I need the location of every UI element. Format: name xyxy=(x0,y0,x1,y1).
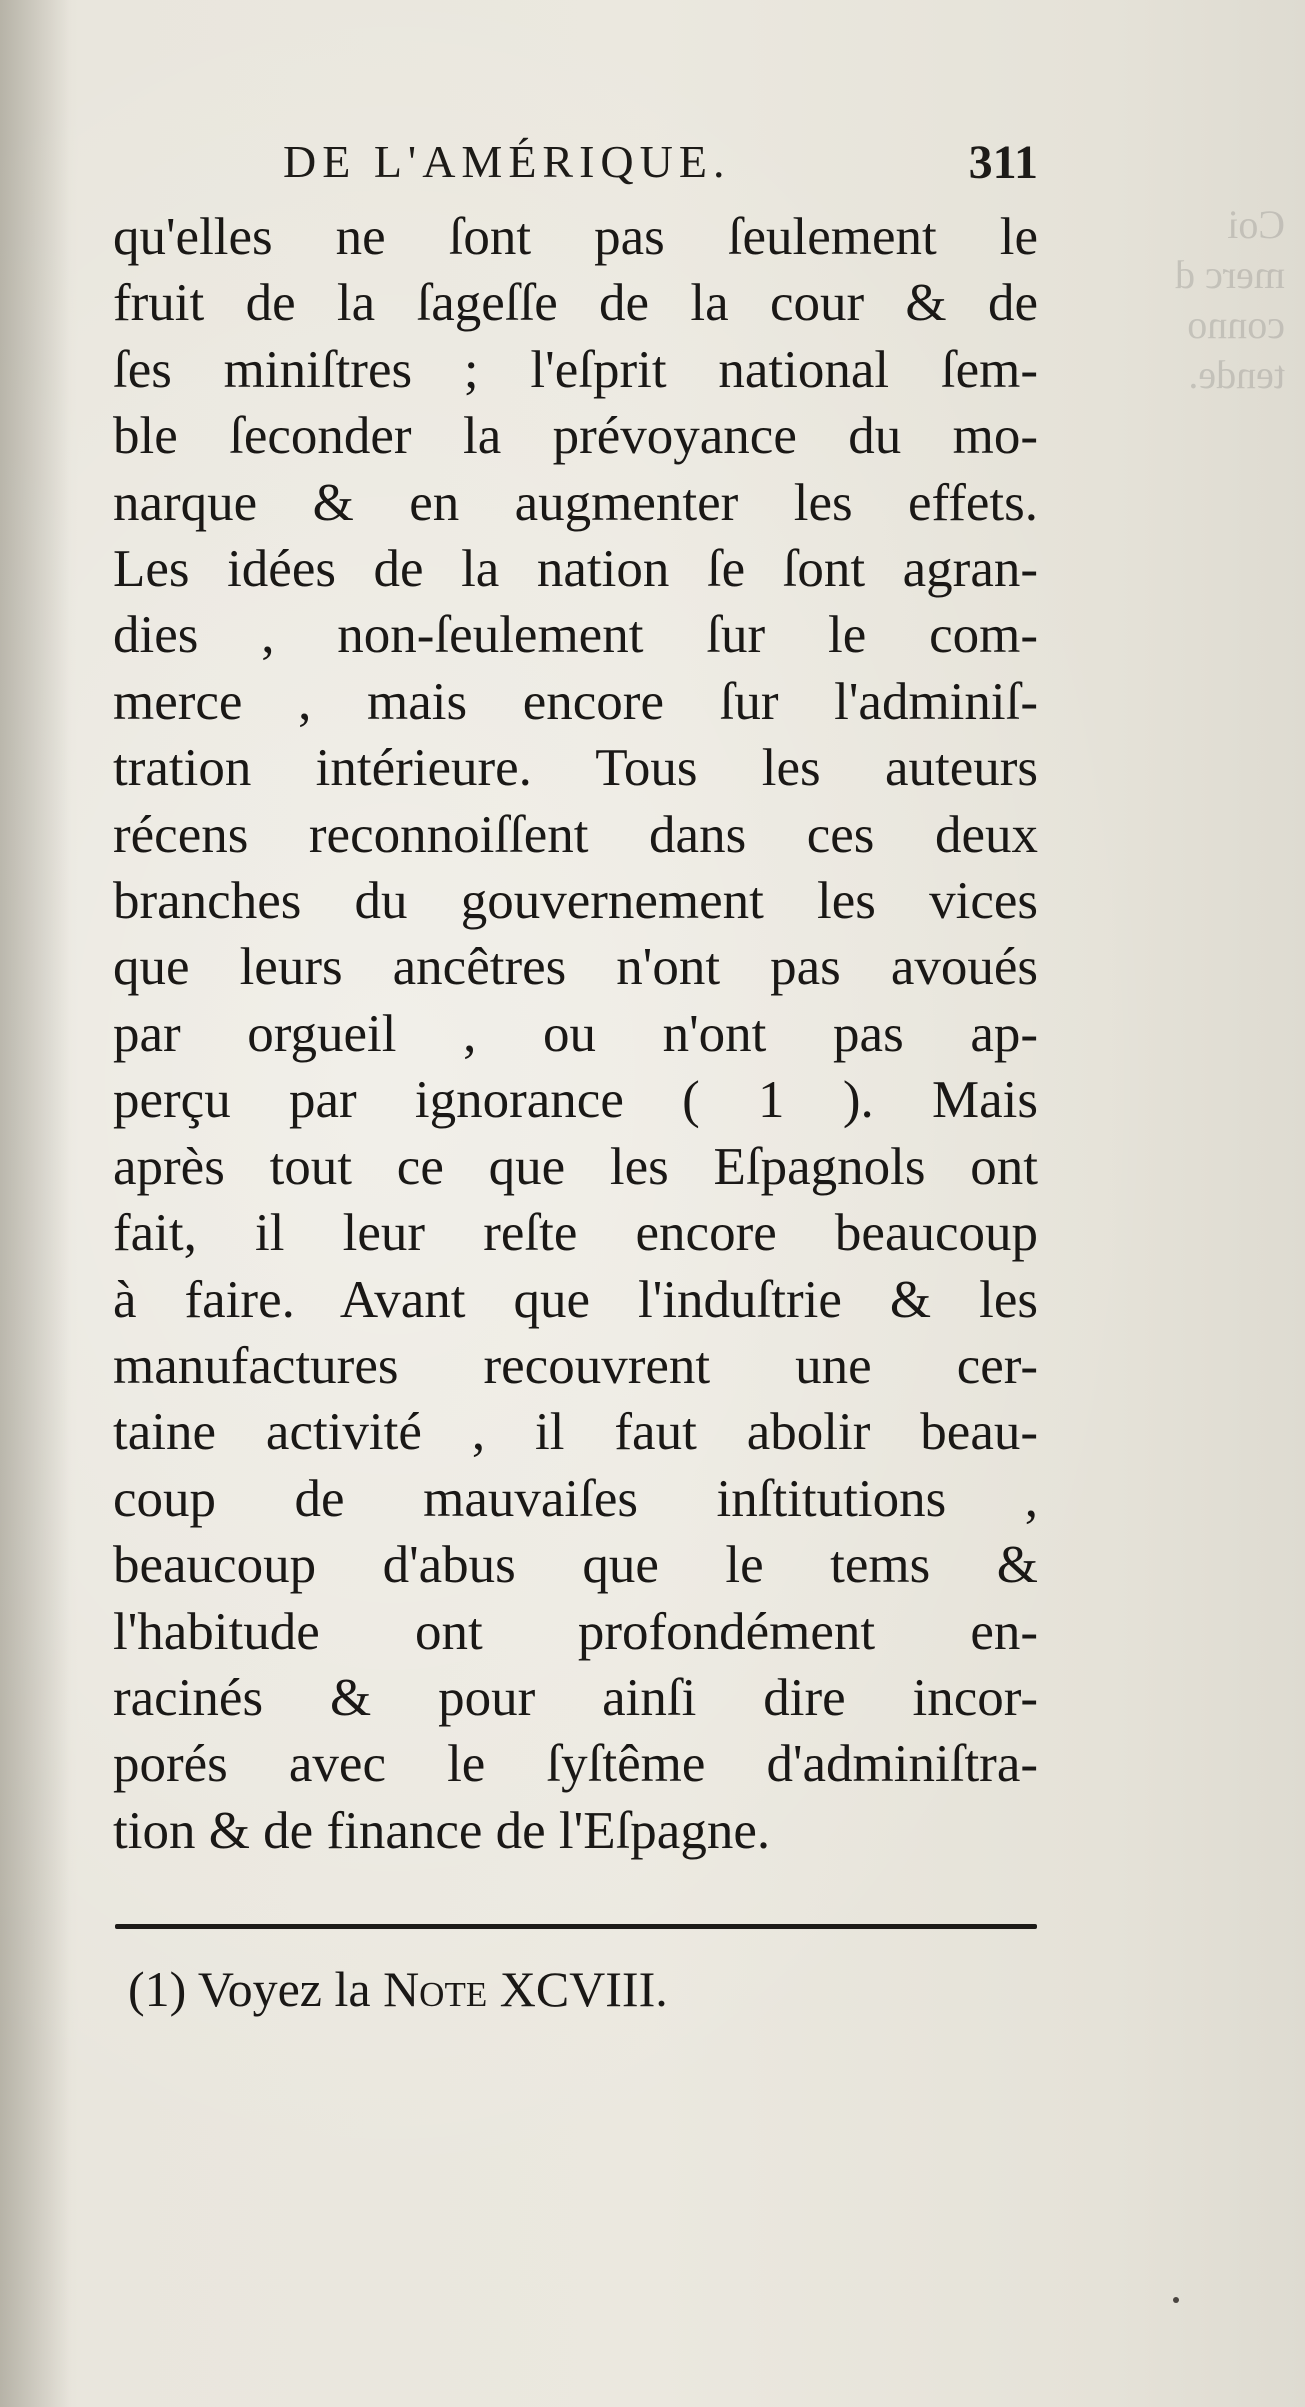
text-line: manufactures recouvrent une cer- xyxy=(113,1336,1038,1395)
text-line: taine activité , il faut abolir beau- xyxy=(113,1403,1038,1462)
text-line: qu'elles ne ſont pas ſeulement le xyxy=(113,208,1038,266)
text-line: Les idées de la nation ſe ſont agran- xyxy=(113,540,1038,599)
text-line: récens reconnoiſſent dans ces deux xyxy=(113,805,1038,864)
text-line: ble ſeconder la prévoyance du mo- xyxy=(113,407,1038,466)
text-line: après tout ce que les Eſpagnols ont xyxy=(113,1137,1038,1196)
text-line: à faire. Avant que l'induſtrie & les xyxy=(113,1270,1038,1329)
footnote-marker: (1) xyxy=(128,1961,187,2017)
text-line: l'habitude ont profondément en- xyxy=(113,1602,1038,1661)
running-head xyxy=(118,135,1038,205)
footnote-note-number: XCVIII. xyxy=(499,1961,668,2017)
text-line: ſes miniſtres ; l'eſprit national ſem- xyxy=(113,340,1038,399)
text-line: racinés & pour ainſi dire incor- xyxy=(113,1668,1038,1727)
text-line: perçu par ignorance ( 1 ). Mais xyxy=(113,1071,1038,1130)
footnote-rule xyxy=(115,1924,1037,1929)
text-line: narque & en augmenter les effets. xyxy=(113,473,1038,532)
paper-speck xyxy=(1173,2297,1179,2303)
running-title: DE L'AMÉRIQUE. xyxy=(283,136,731,187)
text-line: fait, il leur reſte encore beaucoup xyxy=(113,1204,1038,1263)
text-line: porés avec le ſyſtême d'adminiſtra- xyxy=(113,1735,1038,1794)
footnote xyxy=(128,1960,668,2018)
text-line: tion & de finance de l'Eſpagne. xyxy=(113,1801,771,1860)
text-line: tration intérieure. Tous les auteurs xyxy=(113,739,1038,798)
text-line: branches du gouvernement les vices xyxy=(113,872,1038,931)
text-line: coup de mauvaiſes inſtitutions , xyxy=(113,1469,1038,1528)
footnote-text: Voyez la xyxy=(197,1961,371,2017)
show-through-text: Coi merc d conno tende. xyxy=(1175,202,1285,397)
body-text xyxy=(113,204,1038,1864)
gutter-shadow xyxy=(0,0,70,2407)
text-line: beaucoup d'abus que le tems & xyxy=(113,1536,1038,1595)
text-line: que leurs ancêtres n'ont pas avoués xyxy=(113,938,1038,997)
text-line: par orgueil , ou n'ont pas ap- xyxy=(113,1004,1038,1063)
text-line: dies , non-ſeulement ſur le com- xyxy=(113,606,1038,665)
page-number: 311 xyxy=(968,136,1038,189)
text-line: merce , mais encore ſur l'adminiſ- xyxy=(113,672,1038,731)
text-line: fruit de la ſageſſe de la cour & de xyxy=(113,274,1038,333)
footnote-note-word: Note xyxy=(383,1961,488,2017)
